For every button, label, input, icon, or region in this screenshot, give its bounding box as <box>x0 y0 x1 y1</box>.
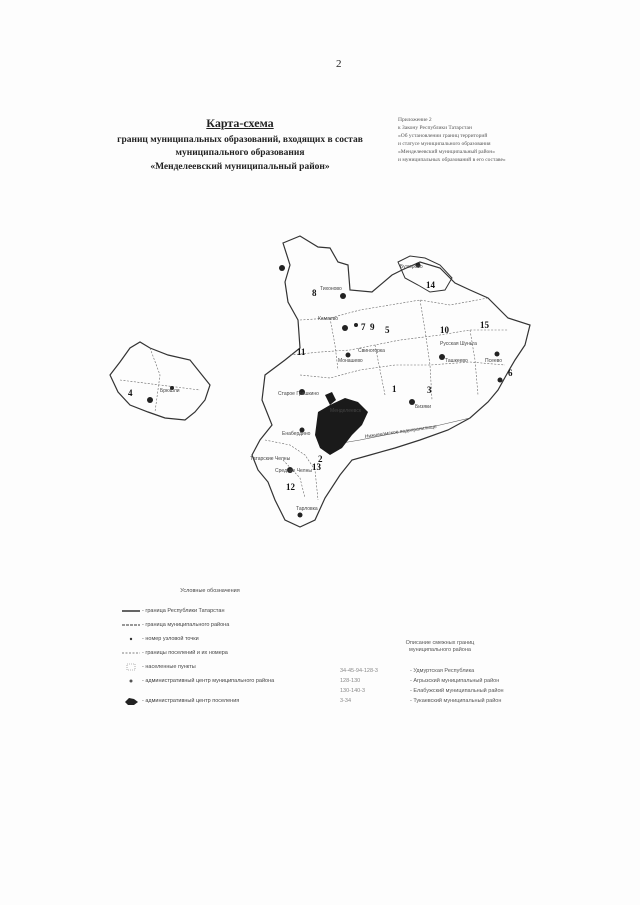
town-icon <box>120 696 142 706</box>
point-icon <box>120 636 142 642</box>
settlement-icon <box>120 663 142 671</box>
district-number: 12 <box>286 482 295 492</box>
adjacent-code: 128-130 <box>340 678 361 684</box>
settlement-label: Менделеевск <box>330 408 362 414</box>
district-number: 4 <box>128 388 133 398</box>
legend-item <box>120 674 300 688</box>
district-number: 8 <box>312 288 317 298</box>
settlement-label: Тарловка <box>296 506 318 512</box>
settlement-label: Тихоново <box>320 286 342 292</box>
line-icon <box>120 609 142 613</box>
district-number: 6 <box>508 368 513 378</box>
district-number: 15 <box>480 320 489 330</box>
settlement-label: Русская Шуньга <box>440 341 477 347</box>
settlement-label: Монашево <box>338 358 363 364</box>
settlement-label: Енабердино <box>282 431 311 437</box>
settlement-label: Брюшли <box>160 388 180 394</box>
district-number: 5 <box>385 325 390 335</box>
legend-item <box>120 604 300 618</box>
appendix-note-line: «Об установлении границ территорий <box>398 133 488 139</box>
appendix-note-line: «Менделеевский муниципальный район» <box>398 149 495 155</box>
legend-label: - номер узловой точки <box>142 636 199 642</box>
adjacent-heading: Описание смежных границ <box>405 640 475 646</box>
settlement-markers <box>147 263 503 518</box>
map-title: Карта-схема <box>206 116 274 130</box>
district-number: 2 <box>318 454 323 464</box>
adjacent-heading: муниципального района <box>409 647 471 653</box>
exclave-boundary <box>110 342 210 420</box>
legend <box>120 588 300 708</box>
star-icon <box>120 677 142 685</box>
map-subtitle-line3: «Менделеевский муниципальный район» <box>150 162 330 172</box>
settlement-label: Средние Челны <box>275 468 312 474</box>
adjacent-code: 34-45-94-128-3 <box>340 668 378 674</box>
map-subtitle-line1: границ муниципальных образований, входящих в состав <box>117 135 363 145</box>
settlement-label: Татарские Челны <box>250 456 291 462</box>
appendix-note-line: и статусе муниципального образования <box>398 141 491 147</box>
district-number: 11 <box>297 347 306 357</box>
legend-item <box>120 618 300 632</box>
settlement-label: Псеево <box>485 358 503 364</box>
legend-label: - административный центр муниципального района <box>142 678 275 684</box>
legend-item <box>120 660 300 674</box>
settlement-label: Старое Гришкино <box>278 391 319 397</box>
settlement-label: Ташкеево <box>445 358 468 364</box>
adjacent-row <box>340 688 540 698</box>
adjacent-label: - Удмуртская Республика <box>410 668 475 674</box>
legend-label: - граница Республики Татарстан <box>142 608 225 614</box>
line-icon <box>120 623 142 627</box>
reservoir-label: Нижнекамское водохранилище <box>364 423 438 440</box>
settlement-label: Свиногорка <box>358 348 385 354</box>
district-number: 13 <box>312 462 321 472</box>
map-subtitle-line2: муниципального образования <box>175 148 305 158</box>
settlement-label: Камаево <box>318 316 339 322</box>
adjacent-borders <box>340 640 540 708</box>
appendix-note-line: Приложение 2 <box>398 117 432 123</box>
district-number: 7 <box>361 322 366 332</box>
legend-item <box>120 632 300 646</box>
district-number: 10 <box>440 325 449 335</box>
legend-label: - граница муниципального района <box>142 622 230 628</box>
district-number: 14 <box>426 280 435 290</box>
legend-label: - административный центр поселения <box>142 698 240 704</box>
legend-item <box>120 694 300 708</box>
district-number: 1 <box>392 384 397 394</box>
appendix-note-line: и муниципальных образований в его составе» <box>398 157 506 163</box>
adjacent-code: 130-140-3 <box>340 688 366 694</box>
district-boundary-north <box>398 256 452 292</box>
settlement-label: Бизяки <box>415 404 432 410</box>
legend-label: - населенные пункты <box>142 664 196 670</box>
district-number: 9 <box>370 322 375 332</box>
adjacent-label: - Агрызский муниципальный район <box>410 678 500 684</box>
legend-heading: Условные обозначения <box>180 588 240 594</box>
adjacent-code: 3-34 <box>340 698 352 704</box>
appendix-note-line: к Закону Республики Татарстан <box>398 125 472 131</box>
adjacent-label: - Елабужский муниципальный район <box>410 688 504 694</box>
adjacent-row <box>340 698 540 708</box>
page-number: 2 <box>336 58 342 70</box>
settlement-label: Бузюрово <box>400 264 423 270</box>
district-number: 3 <box>427 385 432 395</box>
adjacent-row <box>340 678 540 688</box>
line-icon <box>120 650 142 656</box>
legend-item <box>120 646 300 660</box>
adjacent-label: - Тукаевский муниципальный район <box>410 698 502 704</box>
mendeleevsk-town-shape <box>315 392 368 455</box>
adjacent-row <box>340 668 540 678</box>
legend-label: - границы поселений и их номера <box>142 650 228 656</box>
